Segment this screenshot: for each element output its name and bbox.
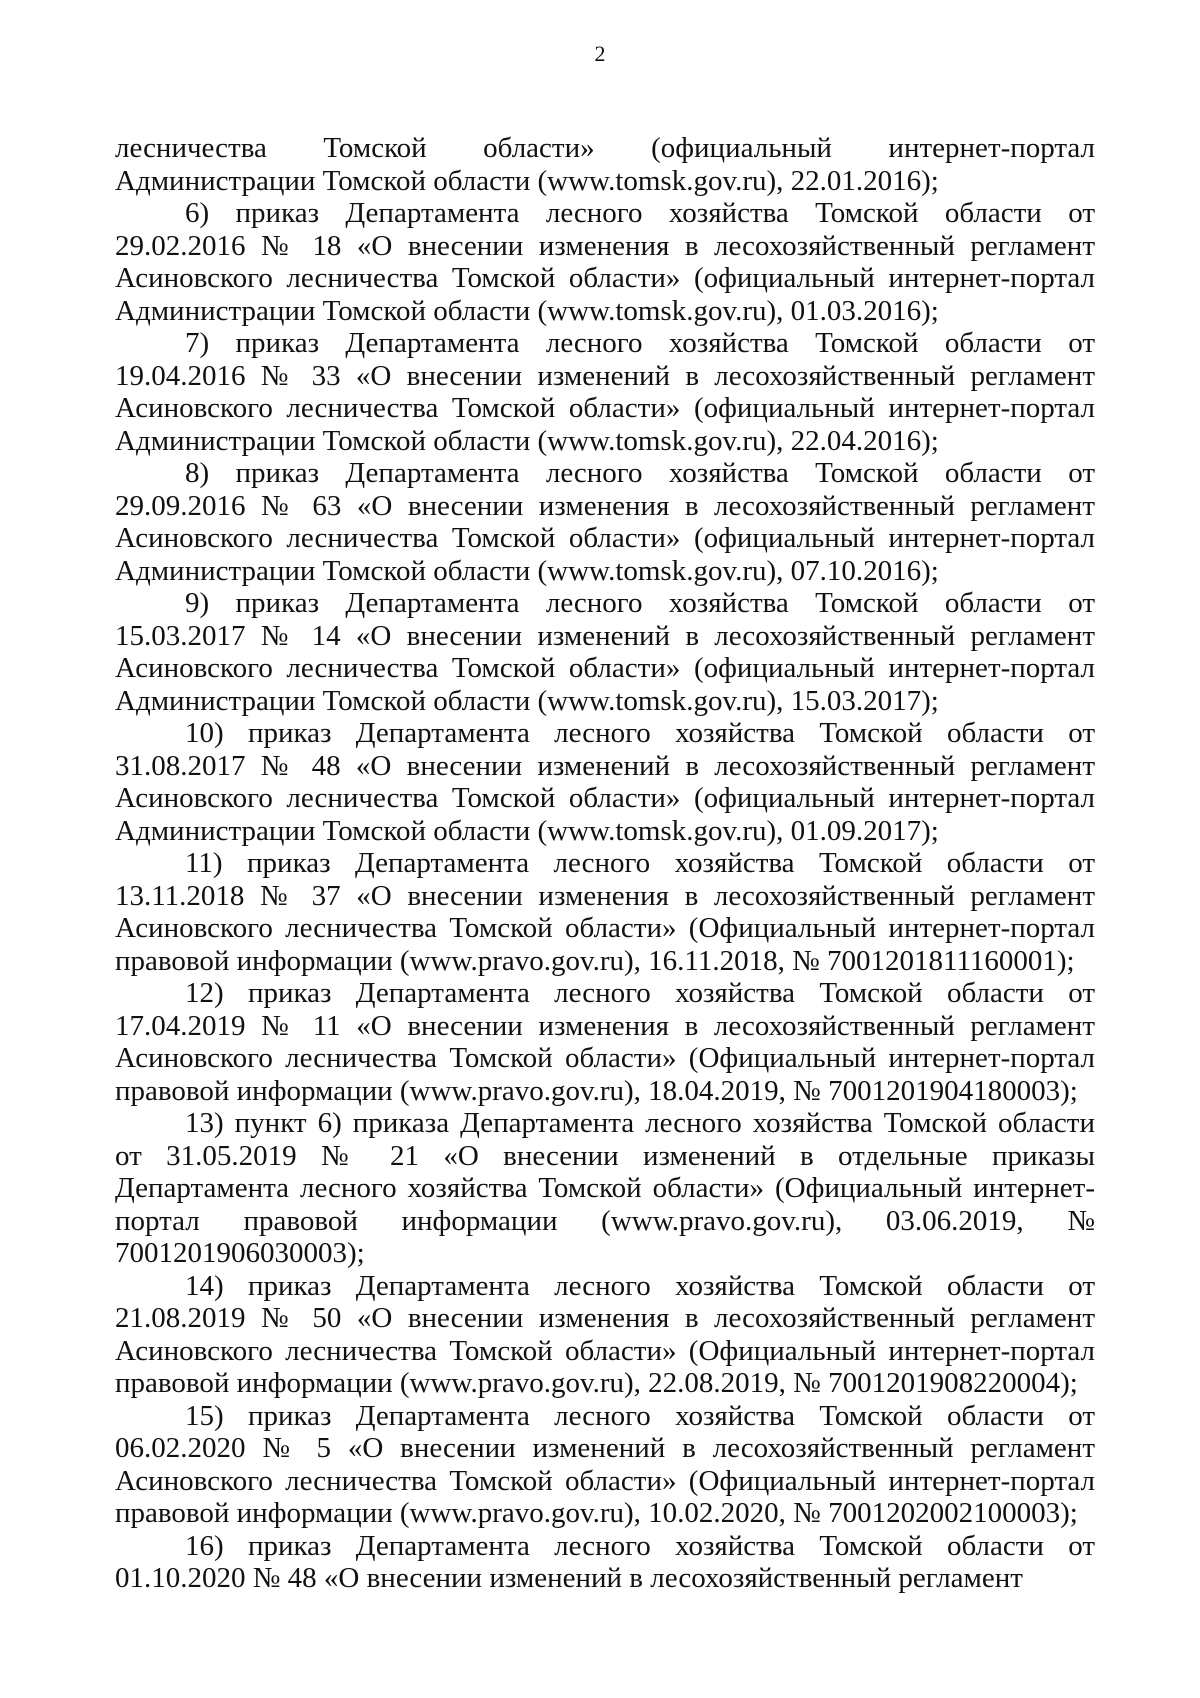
list-item-6: 6) приказ Департамента лесного хозяйства Томской области от 29.02.2016 № 18 «О внесении изменения в лесохозяйственный регламент Асиновского лесничества Томской области» (официальный интернет-портал Администрации Томской области (www.tomsk.gov.ru), 01.03.2016); [115, 197, 1095, 327]
paragraph-continuation: лесничества Томской области» (официальный интернет-портал Администрации Томской области (www.tomsk.gov.ru), 22.01.2016); [115, 132, 1095, 197]
list-item-8: 8) приказ Департамента лесного хозяйства Томской области от 29.09.2016 № 63 «О внесении изменения в лесохозяйственный регламент Асиновского лесничества Томской области» (официальный интернет-портал Администрации Томской области (www.tomsk.gov.ru), 07.10.2016); [115, 457, 1095, 587]
list-item-15: 15) приказ Департамента лесного хозяйства Томской области от 06.02.2020 № 5 «О внесении изменений в лесохозяйственный регламент Асиновского лесничества Томской области» (Официальный интернет-портал правовой информации (www.pravo.gov.ru), 10.02.2020, № 7001202002100003); [115, 1399, 1095, 1529]
list-item-12: 12) приказ Департамента лесного хозяйства Томской области от 17.04.2019 № 11 «О внесении изменения в лесохозяйственный регламент Асиновского лесничества Томской области» (Официальный интернет-портал правовой информации (www.pravo.gov.ru), 18.04.2019, № 7001201904180003); [115, 977, 1095, 1107]
list-item-10: 10) приказ Департамента лесного хозяйства Томской области от 31.08.2017 № 48 «О внесении изменений в лесохозяйственный регламент Асиновского лесничества Томской области» (официальный интернет-портал Администрации Томской области (www.tomsk.gov.ru), 01.09.2017); [115, 717, 1095, 847]
list-item-7: 7) приказ Департамента лесного хозяйства Томской области от 19.04.2016 № 33 «О внесении изменений в лесохозяйственный регламент Асиновского лесничества Томской области» (официальный интернет-портал Администрации Томской области (www.tomsk.gov.ru), 22.04.2016); [115, 327, 1095, 457]
list-item-13: 13) пункт 6) приказа Департамента лесного хозяйства Томской области от 31.05.2019 № 21 «О внесении изменений в отдельные приказы Департамента лесного хозяйства Томской области» (Официальный интернет-портал правовой информации (www.pravo.gov.ru), 03.06.2019, № 7001201906030003); [115, 1107, 1095, 1269]
list-item-11: 11) приказ Департамента лесного хозяйства Томской области от 13.11.2018 № 37 «О внесении изменения в лесохозяйственный регламент Асиновского лесничества Томской области» (Официальный интернет-портал правовой информации (www.pravo.gov.ru), 16.11.2018, № 7001201811160001); [115, 847, 1095, 977]
list-item-9: 9) приказ Департамента лесного хозяйства Томской области от 15.03.2017 № 14 «О внесении изменений в лесохозяйственный регламент Асиновского лесничества Томской области» (официальный интернет-портал Администрации Томской области (www.tomsk.gov.ru), 15.03.2017); [115, 587, 1095, 717]
document-body [115, 132, 1095, 1595]
list-item-16: 16) приказ Департамента лесного хозяйства Томской области от 01.10.2020 № 48 «О внесении изменений в лесохозяйственный регламент [115, 1529, 1095, 1594]
list-item-14: 14) приказ Департамента лесного хозяйства Томской области от 21.08.2019 № 50 «О внесении изменения в лесохозяйственный регламент Асиновского лесничества Томской области» (Официальный интернет-портал правовой информации (www.pravo.gov.ru), 22.08.2019, № 7001201908220004); [115, 1269, 1095, 1399]
page-number: 2 [594, 41, 606, 66]
